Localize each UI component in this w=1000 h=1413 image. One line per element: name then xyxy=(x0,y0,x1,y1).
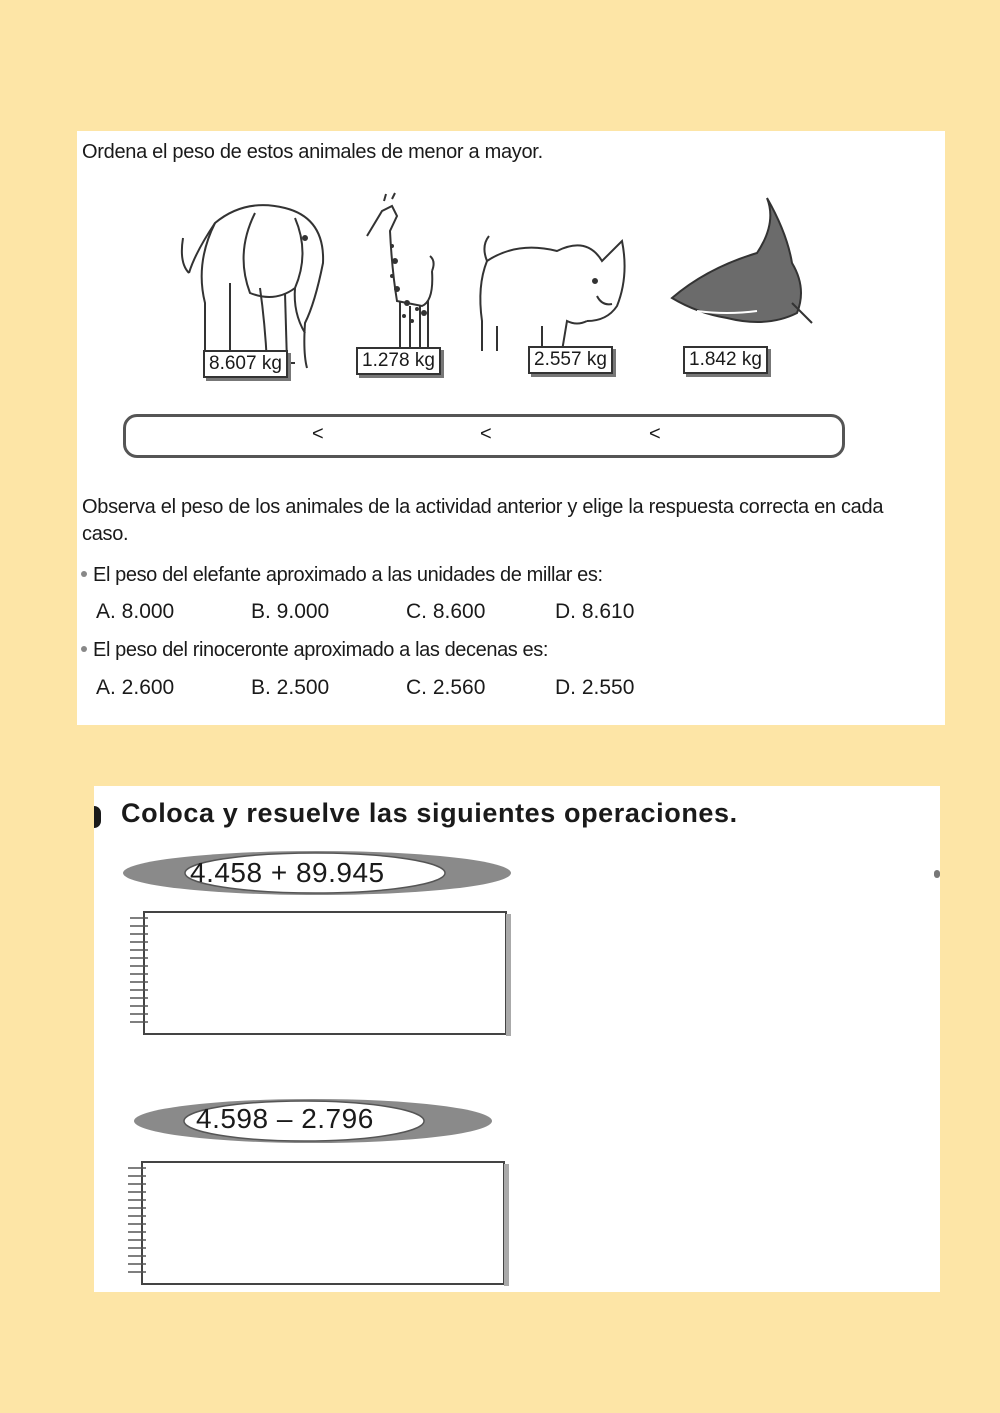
option-1c[interactable]: C. 8.600 xyxy=(406,600,486,623)
rhino-icon xyxy=(467,226,642,366)
question-2 xyxy=(81,639,548,662)
question-2-text: El peso del rinoceronte aproximado a las decenas es: xyxy=(93,639,549,661)
option-2d[interactable]: D. 2.550 xyxy=(555,676,635,699)
activity1-instruction: Ordena el peso de estos animales de menor a mayor. xyxy=(82,141,543,163)
operation-1: 4.458 + 89.945 xyxy=(190,857,385,888)
shark-weight-tag: 1.842 kg xyxy=(683,346,768,374)
activity-order-panel xyxy=(77,131,945,725)
activity-operations-panel xyxy=(94,786,940,1292)
less-than-symbol: < xyxy=(649,423,661,445)
option-1d[interactable]: D. 8.610 xyxy=(555,600,635,623)
shark-icon xyxy=(667,193,822,343)
option-2a[interactable]: A. 2.600 xyxy=(96,676,175,699)
bullet-icon xyxy=(81,646,87,652)
option-2b[interactable]: B. 2.500 xyxy=(251,676,330,699)
activity2-instruction: Observa el peso de los animales de la actividad anterior y elige la respuesta correcta en cada caso. xyxy=(82,496,884,545)
option-2c[interactable]: C. 2.560 xyxy=(406,676,486,699)
question-1-text: El peso del elefante aproximado a las unidades de millar es: xyxy=(93,564,603,586)
bullet-icon xyxy=(81,571,87,577)
activity3-title: Coloca y resuelve las siguientes operaciones. xyxy=(121,798,738,828)
notebook-answer-area[interactable] xyxy=(120,1158,512,1288)
less-than-symbol: < xyxy=(312,423,324,445)
elephant-weight-tag: 8.607 kg xyxy=(203,350,288,378)
order-answer-box[interactable] xyxy=(123,414,845,458)
activity-number-marker xyxy=(94,806,101,828)
notebook-answer-area[interactable] xyxy=(122,908,514,1038)
margin-dot xyxy=(934,870,940,878)
option-1b[interactable]: B. 9.000 xyxy=(251,600,330,623)
less-than-symbol: < xyxy=(480,423,492,445)
operation-2: 4.598 – 2.796 xyxy=(196,1103,374,1134)
giraffe-weight-tag: 1.278 kg xyxy=(356,347,441,375)
option-1a[interactable]: A. 8.000 xyxy=(96,600,175,623)
question-1 xyxy=(81,564,603,587)
rhino-weight-tag: 2.557 kg xyxy=(528,346,613,374)
